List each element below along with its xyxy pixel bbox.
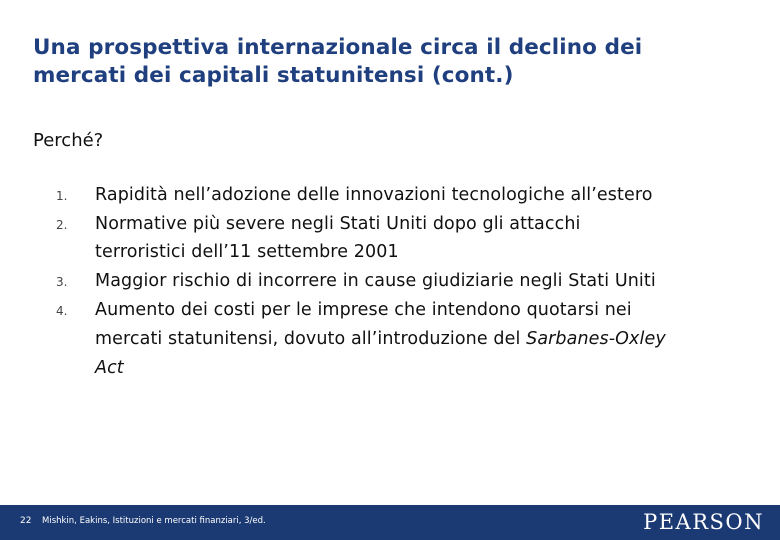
- pearson-logo: PEARSON: [643, 510, 764, 534]
- footer-bar: [0, 505, 780, 540]
- list-item-3-number: 3.: [56, 275, 68, 289]
- intro-question: Perché?: [33, 130, 104, 151]
- list-item-3-text: Maggior rischio di incorrere in cause giudiziarie negli Stati Uniti: [95, 271, 656, 291]
- list-item-2-text-line-2: terroristici dell’11 settembre 2001: [95, 242, 399, 262]
- slide-title-line-2: mercati dei capitali statunitensi (cont.): [33, 63, 514, 88]
- list-item-4-text-line-1: Aumento dei costi per le imprese che intendono quotarsi nei: [95, 300, 632, 320]
- list-item-4-number: 4.: [56, 304, 68, 318]
- list-item-2-text-line-1: Normative più severe negli Stati Uniti dopo gli attacchi: [95, 214, 581, 234]
- page-number: 22: [20, 516, 32, 526]
- list-item-4-text-line-2-italic: Sarbanes-Oxley: [526, 329, 666, 349]
- list-item-4-text-line-2: [95, 329, 666, 349]
- list-item-1-number: 1.: [56, 189, 68, 203]
- list-item-1-text: Rapidità nell’adozione delle innovazioni tecnologiche all’estero: [95, 185, 653, 205]
- list-item-2-number: 2.: [56, 218, 68, 232]
- list-item-4-text-line-3: [95, 358, 124, 378]
- slide-title-line-1: Una prospettiva internazionale circa il declino dei: [33, 35, 643, 60]
- footer-credit: Mishkin, Eakins, Istituzioni e mercati finanziari, 3/ed.: [42, 516, 266, 526]
- slide-title: [33, 34, 753, 90]
- list-item-4-text-line-2-plain: mercati statunitensi, dovuto all’introduzione del: [95, 329, 527, 349]
- list-item-4-text-line-3-italic: Act: [95, 358, 124, 378]
